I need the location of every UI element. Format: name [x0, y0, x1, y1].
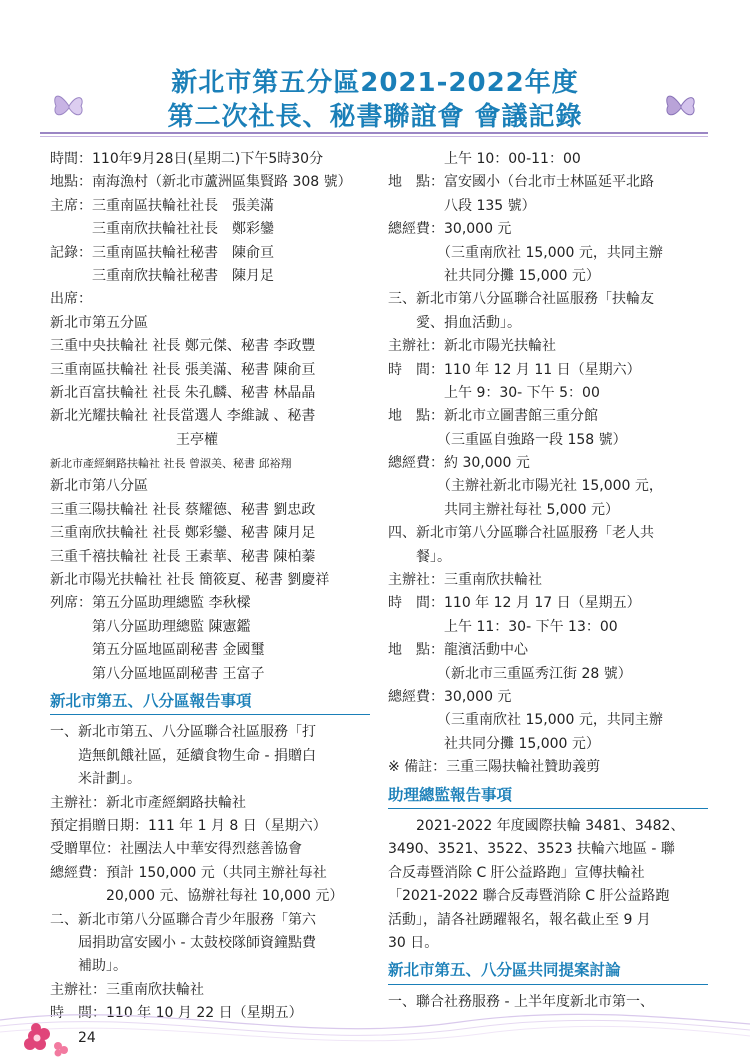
body-line: 造無飢餓社區，延續食物生命 - 捐贈白	[50, 747, 316, 764]
body-line: 總經費：30,000 元	[388, 221, 512, 238]
body-line: 一、新北市第五、八分區聯合社區服務「打	[50, 724, 316, 741]
body-line: 共同主辦社每社 5,000 元）	[388, 501, 619, 518]
body-line: 3490、3521、3522、3523 扶輪六地區 - 聯	[388, 841, 675, 858]
body-line: 社共同分攤 15,000 元）	[388, 735, 600, 752]
meeting-place: 地點：南海漁村（新北市蘆洲區集賢路 308 號）	[50, 174, 352, 191]
body-line: 主辦社：新北市產經網路扶輪社	[50, 794, 246, 811]
body-line: 2021-2022 年度國際扶輪 3481、3482、	[388, 817, 685, 834]
body-line: 補助」。	[50, 958, 127, 975]
page-number: 24	[78, 1030, 96, 1046]
body-line: 總經費：30,000 元	[388, 688, 512, 705]
body-line: 一、聯合社務服務 - 上半年度新北市第一、	[388, 993, 654, 1010]
group-heading: 新北市第八分區	[50, 478, 148, 495]
body-line: 主辦社：三重南欣扶輪社	[50, 981, 204, 998]
body-line: 三、新北市第八分區聯合社區服務「扶輪友	[388, 291, 654, 308]
document-title-line2: 第二次社長、秘書聯誼會 會議記錄	[167, 102, 583, 132]
section-heading: 助理總監報告事項	[388, 784, 708, 809]
butterfly-right-icon	[664, 88, 698, 124]
body-line: 主辦社：新北市陽光扶輪社	[388, 338, 556, 355]
document-title-line1: 新北市第五分區2021-2022年度	[171, 68, 579, 98]
body-line: （新北市三重區秀江街 28 號）	[388, 665, 632, 682]
body-line: 社共同分攤 15,000 元）	[388, 267, 600, 284]
observer-line: 第八分區助理總監 陳憲鑑	[50, 618, 251, 635]
body-line: 地 點：富安國小（台北市士林區延平北路	[388, 174, 654, 191]
body-line: 餐」。	[388, 548, 451, 565]
recorder-line: 三重南欣扶輪社秘書 陳月足	[50, 267, 274, 284]
observer-line: 列席：第五分區助理總監 李秋樑	[50, 595, 251, 612]
attendee-line: 新北市陽光扶輪社 社長 簡筱夏、秘書 劉慶祥	[50, 572, 330, 589]
body-line: 上午 9：30- 下午 5：00	[388, 384, 600, 401]
body-line: 愛、捐血活動」。	[388, 314, 521, 331]
chair-line: 三重南欣扶輪社社長 鄭彩鑾	[50, 221, 274, 238]
chair-line: 主席：三重南區扶輪社社長 張美滿	[50, 197, 274, 214]
attendee-line: 三重三陽扶輪社 社長 蔡耀德、秘書 劉忠政	[50, 501, 316, 518]
body-line: 受贈單位：社團法人中華安得烈慈善協會	[50, 841, 302, 858]
group-heading: 新北市第五分區	[50, 314, 148, 331]
attendee-line: 王亭權	[50, 431, 218, 448]
meeting-time: 時間：110年9月28日(星期二)下午5時30分	[50, 151, 324, 167]
attendee-line: 三重千禧扶輪社 社長 王素華、秘書 陳柏蓁	[50, 548, 316, 565]
body-line: 上午 11：30- 下午 13：00	[388, 618, 618, 635]
remark-line: ※ 備註：三重三陽扶輪社贊助義剪	[388, 759, 601, 776]
body-line: （三重區自強路一段 158 號）	[388, 431, 627, 448]
observer-line: 第五分區地區副秘書 金國璽	[50, 642, 265, 659]
body-line: 時 間：110 年 12 月 17 日（星期五）	[388, 595, 641, 612]
body-line: 地 點：新北市立圖書館三重分館	[388, 408, 598, 425]
attendee-line: 新北市產經網路扶輪社 社長 曾淑美、秘書 邱裕翔	[50, 457, 292, 471]
body-line: 預定捐贈日期：111 年 1 月 8 日（星期六）	[50, 817, 327, 834]
body-line: 主辦社：三重南欣扶輪社	[388, 572, 542, 589]
body-line: 合反毒暨消除 C 肝公益路跑」宣傳扶輪社	[388, 864, 645, 881]
attendance-label: 出席：	[50, 291, 92, 308]
flower-decoration-icon	[14, 1012, 74, 1057]
body-line: 四、新北市第八分區聯合社區服務「老人共	[388, 525, 654, 542]
body-line: 時 間：110 年 10 月 22 日（星期五）	[50, 1005, 303, 1022]
right-column	[388, 148, 708, 1014]
section-heading: 新北市第五、八分區共同提案討論	[388, 959, 708, 984]
footer-wave-decoration	[0, 990, 750, 1061]
header-rule	[40, 132, 708, 134]
body-line: （主辦社新北市陽光社 15,000 元，	[388, 478, 663, 495]
body-line: 地 點：龍濱活動中心	[388, 642, 528, 659]
body-line: 活動」，請各社踴躍報名，報名截止至 9 月	[388, 911, 651, 928]
attendee-line: 三重南區扶輪社 社長 張美滿、秘書 陳俞亘	[50, 361, 316, 378]
body-line: 時 間：110 年 12 月 11 日（星期六）	[388, 361, 641, 378]
body-line: 20,000 元、協辦社每社 10,000 元）	[50, 888, 344, 905]
body-line: 米計劃」。	[50, 771, 141, 788]
butterfly-left-icon	[52, 88, 86, 124]
body-line: 「2021-2022 聯合反毒暨消除 C 肝公益路跑	[388, 888, 670, 905]
attendee-line: 三重中央扶輪社 社長 鄭元傑、秘書 李政豐	[50, 338, 316, 355]
body-line: 二、新北市第八分區聯合青少年服務「第六	[50, 911, 316, 928]
body-line: 上午 10：00-11：00	[388, 151, 581, 167]
attendee-line: 新北百富扶輪社 社長 朱孔麟、秘書 林晶晶	[50, 384, 316, 401]
header-rule-secondary	[40, 136, 708, 137]
body-line: 總經費：約 30,000 元	[388, 455, 530, 472]
body-line: 八段 135 號）	[388, 197, 536, 214]
observer-line: 第八分區地區副秘書 王富子	[50, 665, 265, 682]
body-line: 總經費：預計 150,000 元（共同主辦社每社	[50, 864, 327, 881]
body-line: 屆捐助富安國小 - 太鼓校隊師資鐘點費	[50, 934, 316, 951]
body-line: 30 日。	[388, 934, 439, 951]
attendee-line: 新北光耀扶輪社 社長當選人 李維誠 、秘書	[50, 408, 316, 425]
recorder-line: 記錄：三重南區扶輪社秘書 陳俞亘	[50, 244, 274, 261]
body-line: （三重南欣社 15,000 元，共同主辦	[388, 244, 663, 261]
section-heading: 新北市第五、八分區報告事項	[50, 690, 370, 715]
body-line: （三重南欣社 15,000 元，共同主辦	[388, 712, 663, 729]
attendee-line: 三重南欣扶輪社 社長 鄭彩鑾、秘書 陳月足	[50, 525, 316, 542]
left-column	[50, 148, 370, 1025]
